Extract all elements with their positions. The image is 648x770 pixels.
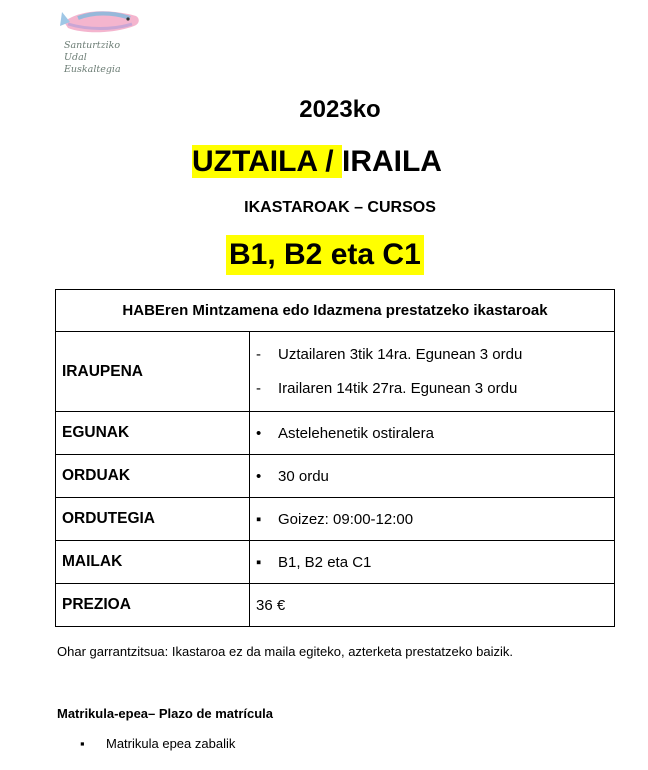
table-row <box>56 541 615 584</box>
list-item <box>256 502 608 536</box>
row-label: IRAUPENA <box>56 332 250 412</box>
row-label: MAILAK <box>56 541 250 584</box>
list-item <box>256 459 608 493</box>
item-text: Irailaren 14tik 27ra. Egunean 3 ordu <box>278 380 518 397</box>
courses-heading: IKASTAROAK – CURSOS <box>244 199 436 216</box>
month-highlighted: UZTAILA / <box>192 145 342 178</box>
row-value <box>250 541 615 584</box>
levels-heading: B1, B2 eta C1 <box>226 235 424 275</box>
square-marker: ▪ <box>256 510 262 528</box>
bullet-marker: • <box>256 424 262 442</box>
row-label: ORDUTEGIA <box>56 498 250 541</box>
item-text: Goizez: 09:00-12:00 <box>278 510 414 528</box>
item-text: Matrikula epea zabalik <box>106 736 236 751</box>
row-value <box>250 584 615 627</box>
euskaltegia-logo <box>58 4 148 76</box>
list-item <box>80 736 235 751</box>
table-header-row <box>56 290 615 332</box>
enrollment-title: Matrikula-epea– Plazo de matrícula <box>57 706 274 721</box>
row-label: EGUNAK <box>56 412 250 455</box>
table-row <box>56 584 615 627</box>
square-marker: ▪ <box>80 736 85 751</box>
list-item <box>256 338 608 372</box>
dash-marker: - <box>256 380 261 397</box>
bullet-marker: • <box>256 467 262 485</box>
year-heading: 2023ko <box>299 96 381 123</box>
list-item <box>256 372 608 406</box>
row-label: ORDUAK <box>56 455 250 498</box>
row-value <box>250 455 615 498</box>
item-text: Uztailaren 3tik 14ra. Egunean 3 ordu <box>278 346 523 363</box>
table-title: HABEren Mintzamena edo Idazmena prestatzeko ikastaroak <box>56 290 615 332</box>
table-row <box>56 455 615 498</box>
item-text: 30 ordu <box>278 467 329 485</box>
table-row <box>56 412 615 455</box>
list-item <box>256 545 608 579</box>
table-row <box>56 332 615 412</box>
row-value <box>250 498 615 541</box>
dash-marker: - <box>256 346 261 363</box>
item-text: Astelehenetik ostiralera <box>278 424 434 442</box>
row-value <box>250 412 615 455</box>
month-plain: IRAILA <box>341 145 442 178</box>
row-label: PREZIOA <box>56 584 250 627</box>
course-info-table <box>55 289 615 627</box>
list-item <box>256 416 608 450</box>
price-value: 36 € <box>256 596 286 614</box>
whale-icon <box>58 4 148 40</box>
important-note: Ohar garrantzitsua: Ikastaroa ez da maila egiteko, azterketa prestatzeko baizik. <box>57 644 513 659</box>
item-text: B1, B2 eta C1 <box>278 553 372 571</box>
row-value <box>250 332 615 412</box>
month-heading <box>192 142 442 182</box>
logo-text: Santurtziko Udal Euskaltegia <box>64 40 121 75</box>
table-row <box>56 498 615 541</box>
square-marker: ▪ <box>256 553 262 571</box>
